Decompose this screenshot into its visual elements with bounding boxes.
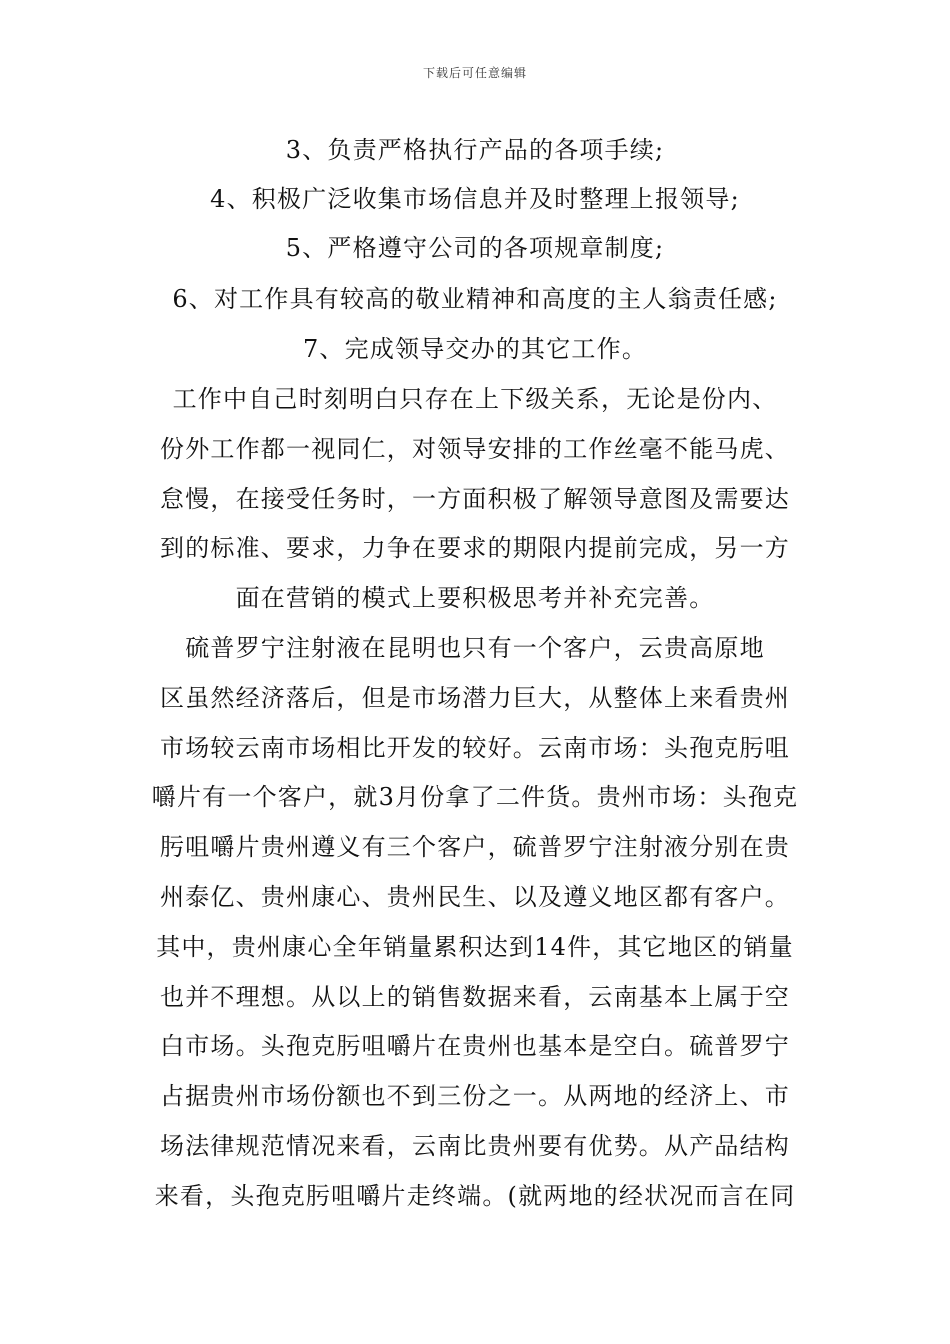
paragraph-2-line: 市场较云南市场相比开发的较好。云南市场：头孢克肟咀 <box>160 734 790 762</box>
paragraph-2-line: 占据贵州市场份额也不到三份之一。从两地的经济上、市 <box>160 1082 790 1110</box>
list-item-3: 3、负责严格执行产品的各项手续; <box>285 136 665 164</box>
list-item-6: 6、对工作具有较高的敬业精神和高度的主人翁责任感; <box>172 285 778 313</box>
paragraph-2-line: 也并不理想。从以上的销售数据来看，云南基本上属于空 <box>160 983 790 1011</box>
paragraph-2-line: 区虽然经济落后，但是市场潜力巨大，从整体上来看贵州 <box>160 684 790 712</box>
paragraph-1-line: 工作中自己时刻明白只存在上下级关系，无论是份内、 <box>172 385 778 413</box>
list-item-7: 7、完成领导交办的其它工作。 <box>302 335 648 363</box>
paragraph-2-line: 硫普罗宁注射液在昆明也只有一个客户，云贵高原地 <box>185 634 765 662</box>
paragraph-1-line: 面在营销的模式上要积极思考并补充完善。 <box>235 584 715 612</box>
paragraph-2-line: 白市场。头孢克肟咀嚼片在贵州也基本是空白。硫普罗宁 <box>160 1032 790 1060</box>
paragraph-1-line: 份外工作都一视同仁，对领导安排的工作丝毫不能马虎、 <box>160 435 790 463</box>
page-header: 下载后可任意编辑 <box>422 66 527 80</box>
paragraph-1-line: 到的标准、要求，力争在要求的期限内提前完成，另一方 <box>160 534 790 562</box>
paragraph-2-line: 嚼片有一个客户，就3月份拿了二件货。贵州市场：头孢克 <box>151 783 799 811</box>
paragraph-2-line: 其中，贵州康心全年销量累积达到14件，其它地区的销量 <box>156 933 794 961</box>
paragraph-2-line: 来看，头孢克肟咀嚼片走终端。(就两地的经状况而言在同 <box>154 1182 796 1210</box>
list-item-4: 4、积极广泛收集市场信息并及时整理上报领导; <box>210 185 740 213</box>
list-item-5: 5、严格遵守公司的各项规章制度; <box>285 234 665 262</box>
paragraph-1-line: 怠慢，在接受任务时，一方面积极了解领导意图及需要达 <box>160 485 790 513</box>
paragraph-2-line: 肟咀嚼片贵州遵义有三个客户，硫普罗宁注射液分别在贵 <box>160 833 790 861</box>
paragraph-2-line: 州泰亿、贵州康心、贵州民生、以及遵义地区都有客户。 <box>160 883 790 911</box>
paragraph-2-line: 场法律规范情况来看，云南比贵州要有优势。从产品结构 <box>160 1132 790 1160</box>
